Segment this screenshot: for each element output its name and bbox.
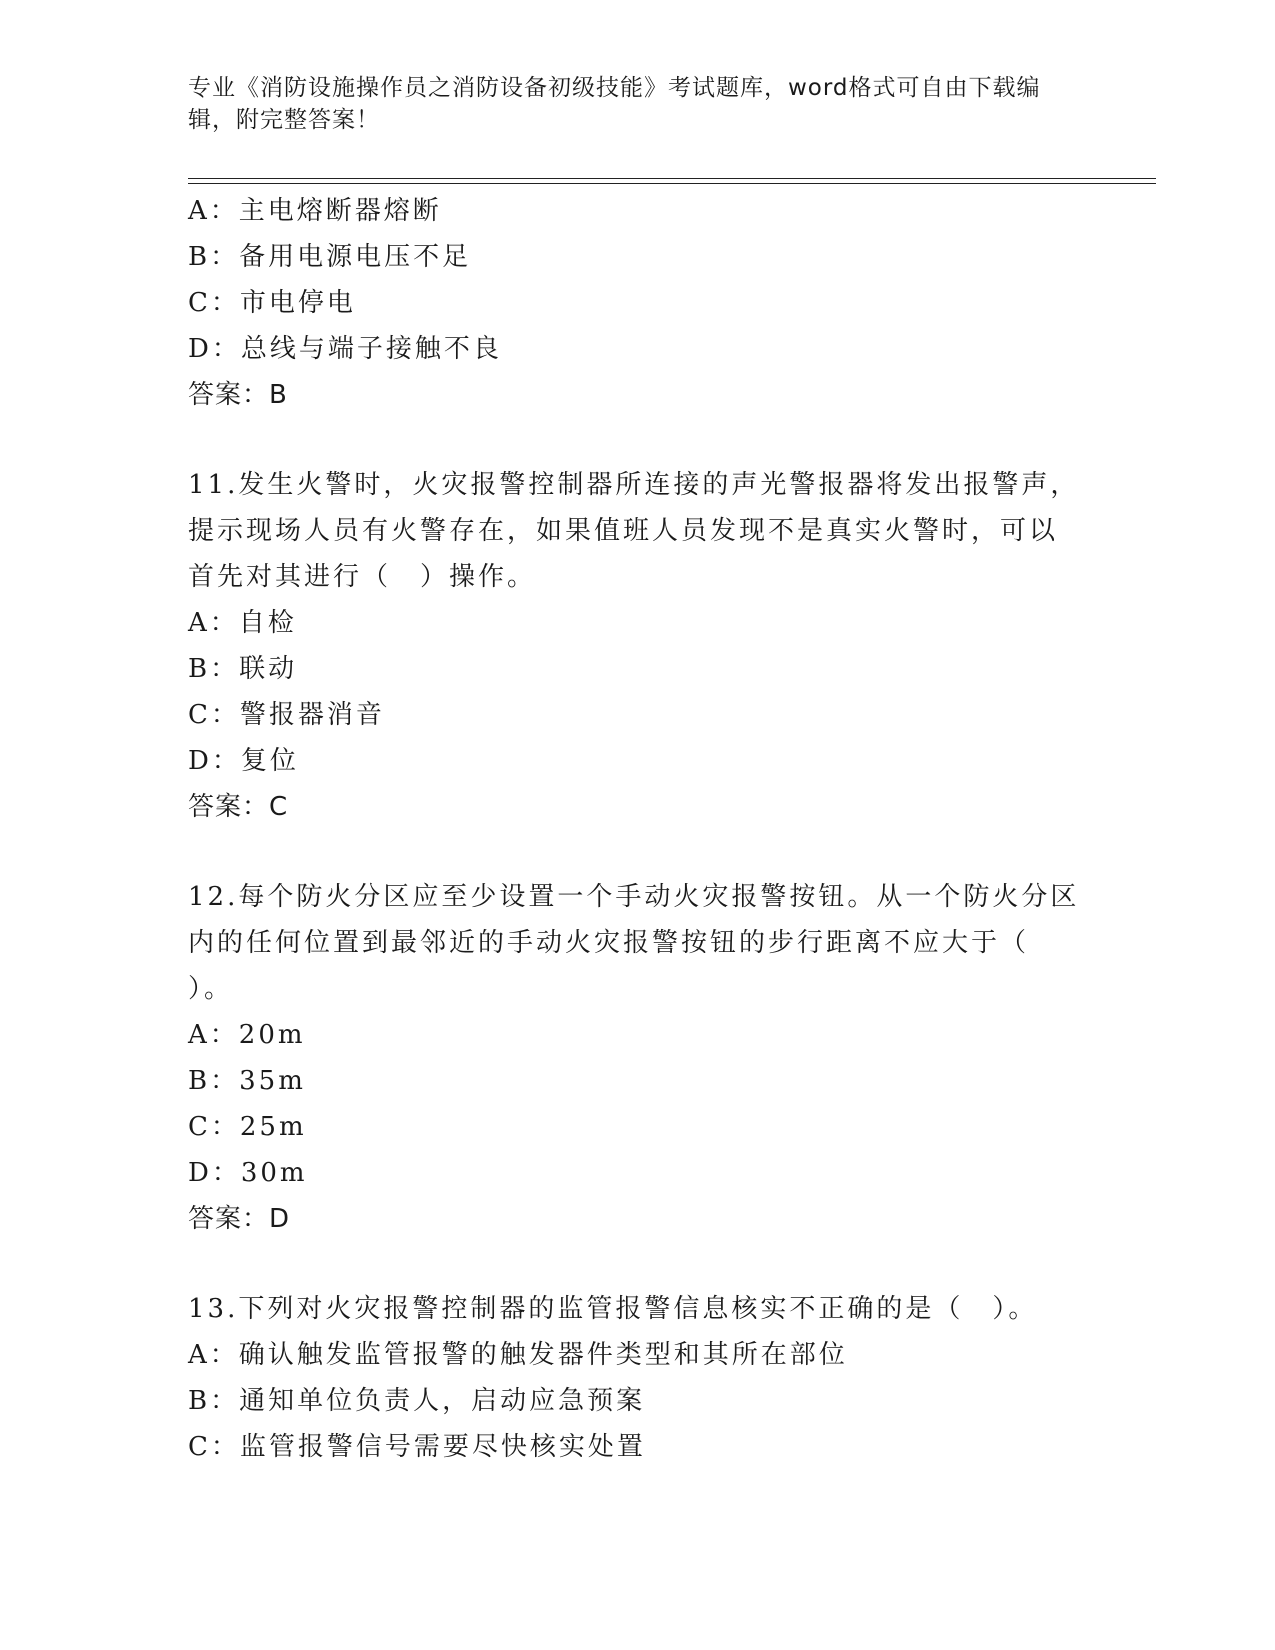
option-c: C：警报器消音 — [188, 700, 385, 730]
option-c: C：市电停电 — [188, 288, 356, 318]
option-a: A：确认触发监管报警的触发器件类型和其所在部位 — [188, 1340, 848, 1370]
question-12-block — [188, 874, 1088, 1242]
header-divider-bottom — [188, 183, 1156, 184]
question-11-block — [188, 462, 1088, 830]
answer-line: 答案：C — [188, 792, 289, 822]
option-b: B：35m — [188, 1066, 306, 1096]
question-stem-line: 13.下列对火灾报警控制器的监管报警信息核实不正确的是（ ）。 — [188, 1294, 1038, 1324]
spacer — [188, 418, 1088, 462]
option-c: C：25m — [188, 1112, 307, 1142]
option-d: D：30m — [188, 1158, 308, 1188]
option-a: A：自检 — [188, 608, 297, 638]
header-line-1: 专业《消防设施操作员之消防设备初级技能》考试题库，word格式可自由下载编 — [188, 75, 1041, 101]
header-divider-top — [188, 178, 1156, 179]
option-b: B：备用电源电压不足 — [188, 242, 472, 272]
question-13-block — [188, 1286, 1088, 1470]
question-stem-line: 内的任何位置到最邻近的手动火灾报警按钮的步行距离不应大于（ — [188, 928, 1030, 958]
option-b: B：通知单位负责人，启动应急预案 — [188, 1386, 646, 1416]
answer-line: 答案：B — [188, 380, 288, 410]
option-a: A：20m — [188, 1020, 306, 1050]
question-stem-line: 12.每个防火分区应至少设置一个手动火灾报警按钮。从一个防火分区 — [188, 882, 1080, 912]
question-stem-line: 11.发生火警时，火灾报警控制器所连接的声光警报器将发出报警声， — [188, 470, 1080, 500]
option-c: C：监管报警信号需要尽快核实处置 — [188, 1432, 646, 1462]
document-header — [188, 72, 1088, 136]
question-list — [188, 188, 1088, 1470]
header-line-2: 辑，附完整答案！ — [188, 107, 380, 133]
question-stem-line: 提示现场人员有火警存在，如果值班人员发现不是真实火警时，可以 — [188, 516, 1059, 546]
option-d: D：总线与端子接触不良 — [188, 334, 502, 364]
spacer — [188, 1242, 1088, 1286]
option-b: B：联动 — [188, 654, 298, 684]
question-stem-line: 首先对其进行（ ）操作。 — [188, 562, 537, 592]
option-a: A：主电熔断器熔断 — [188, 196, 442, 226]
answer-line: 答案：D — [188, 1204, 291, 1234]
spacer — [188, 830, 1088, 874]
question-10-block — [188, 188, 1088, 418]
option-d: D：复位 — [188, 746, 299, 776]
question-stem-line: ）。 — [188, 974, 234, 1004]
